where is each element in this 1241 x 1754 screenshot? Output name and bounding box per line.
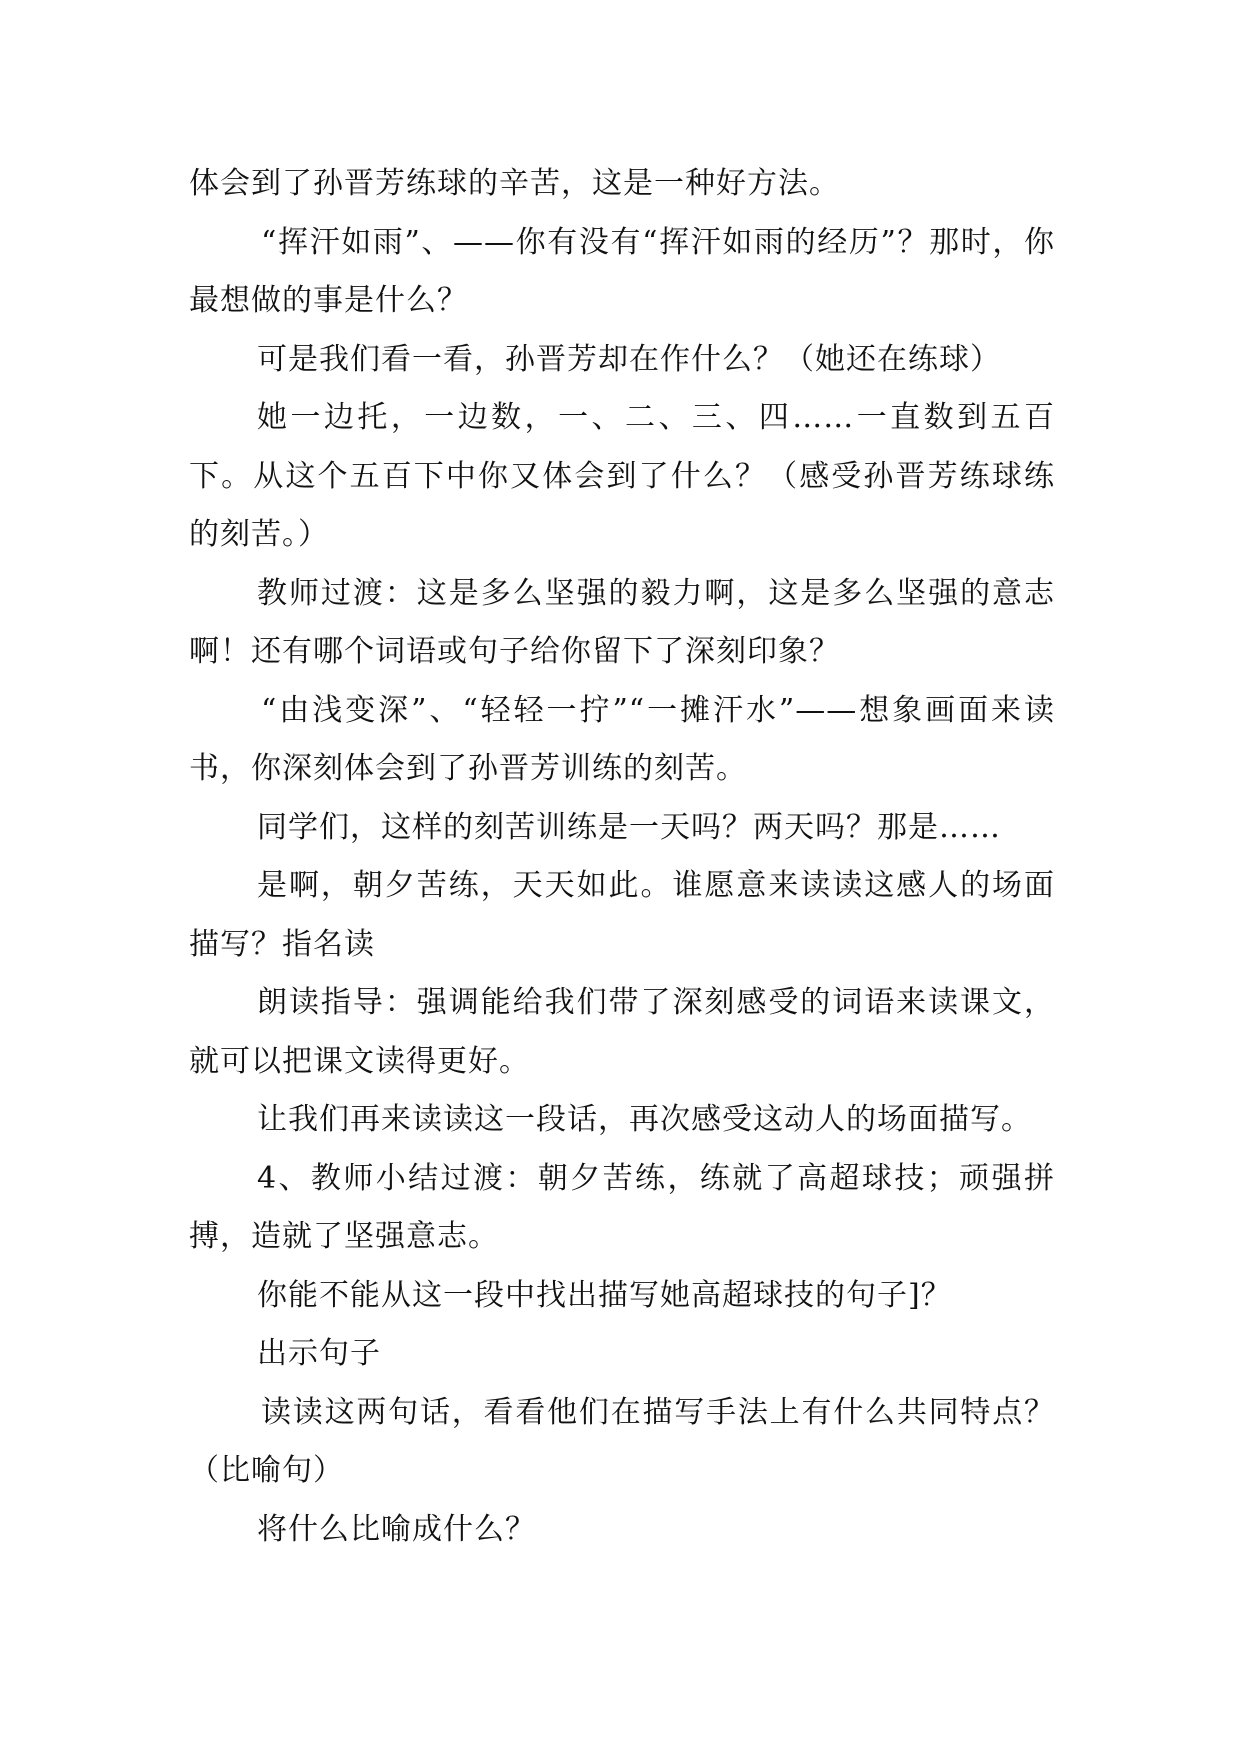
paragraph-7: 同学们，这样的刻苦训练是一天吗？两天吗？那是…… (257, 809, 1001, 845)
paragraph-2: “挥汗如雨”、——你有没有“挥汗如雨的经历”？那时，你最想做的事是什么？ (189, 224, 1055, 318)
paragraph-15: 将什么比喻成什么？ (257, 1511, 536, 1547)
paragraph-3: 可是我们看一看，孙晋芳却在作什么？（她还在练球） (257, 341, 1001, 377)
paragraph-4: 她一边托，一边数，一、二、三、四……一直数到五百下。从这个五百下中你又体会到了什么？（感受孙晋芳练球练的刻苦。） (189, 400, 1055, 552)
paragraph-14: 读读这两句话，看看他们在描写手法上有什么共同特点？（比喻句） (189, 1394, 1055, 1488)
paragraph-5: 教师过渡：这是多么坚强的毅力啊，这是多么坚强的意志啊！还有哪个词语或句子给你留下了深刻印象？ (189, 575, 1055, 669)
paragraph-10: 让我们再来读读这一段话，再次感受这动人的场面描写。 (257, 1102, 1032, 1137)
paragraph-9: 朗读指导：强调能给我们带了深刻感受的词语来读课文，就可以把课文读得更好。 (189, 985, 1055, 1079)
document-body (189, 155, 1055, 1559)
paragraph-1: 体会到了孙晋芳练球的辛苦，这是一种好方法。 (189, 166, 840, 201)
paragraph-12: 你能不能从这一段中找出描写她高超球技的句子]？ (257, 1277, 952, 1313)
paragraph-8: 是啊，朝夕苦练，天天如此。谁愿意来读读这感人的场面描写？指名读 (189, 868, 1055, 962)
paragraph-13: 出示句子 (257, 1336, 381, 1371)
paragraph-6: “由浅变深”、“轻轻一拧”“一摊汗水”——想象画面来读书，你深刻体会到了孙晋芳训练的刻苦。 (189, 692, 1055, 786)
paragraph-11: 4、教师小结过渡：朝夕苦练，练就了高超球技；顽强拼搏，造就了坚强意志。 (189, 1160, 1055, 1254)
